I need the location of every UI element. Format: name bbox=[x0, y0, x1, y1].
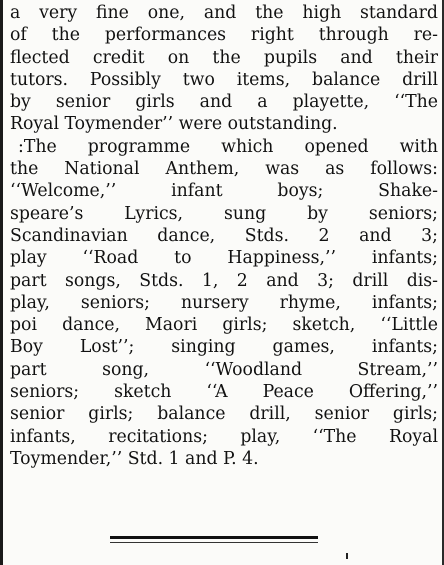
article-line: seniors; sketch ‘‘A Peace Offering,’’ bbox=[10, 382, 438, 403]
article-line: ‘‘Welcome,’’ infant boys; Shake- bbox=[10, 181, 438, 202]
article-line: of the performances right through re- bbox=[10, 25, 438, 46]
article-line: Royal Toymender’’ were outstanding. bbox=[10, 114, 338, 135]
article-line: by senior girls and a playette, ‘‘The bbox=[10, 92, 438, 113]
article-body bbox=[10, 2, 438, 470]
article-line: Scandinavian dance, Stds. 2 and 3; bbox=[10, 225, 438, 246]
column-rule-left bbox=[0, 0, 3, 565]
article-line: play, seniors; nursery rhyme, infants; bbox=[10, 292, 438, 313]
section-divider bbox=[110, 536, 318, 543]
article-line: :The programme which opened with bbox=[18, 136, 438, 157]
article-line: senior girls; balance drill, senior girls; bbox=[10, 404, 438, 425]
article-line: a very fine one, and the high standard bbox=[10, 3, 438, 23]
article-line: play ‘‘Road to Happiness,’’ infants; bbox=[10, 248, 438, 269]
article-line: Toymender,’’ Std. 1 and P. 4. bbox=[10, 448, 259, 469]
article-line: the National Anthem, was as follows: bbox=[10, 159, 438, 180]
article-line: speare’s Lyrics, sung by seniors; bbox=[10, 203, 438, 224]
article-line: part song, ‘‘Woodland Stream,’’ bbox=[10, 359, 438, 380]
article-line: infants, recitations; play, ‘‘The Royal bbox=[10, 426, 438, 447]
divider-thick-rule bbox=[110, 536, 318, 539]
article-line: part songs, Stds. 1, 2 and 3; drill dis- bbox=[10, 270, 438, 291]
article-line: Boy Lost’’; singing games, infants; bbox=[10, 337, 438, 358]
article-line: flected credit on the pupils and their bbox=[10, 47, 438, 68]
print-speck bbox=[346, 553, 348, 559]
divider-thin-rule bbox=[110, 542, 318, 543]
article-line: tutors. Possibly two items, balance drill bbox=[10, 69, 438, 90]
article-line: poi dance, Maori girls; sketch, ‘‘Little bbox=[10, 315, 438, 336]
